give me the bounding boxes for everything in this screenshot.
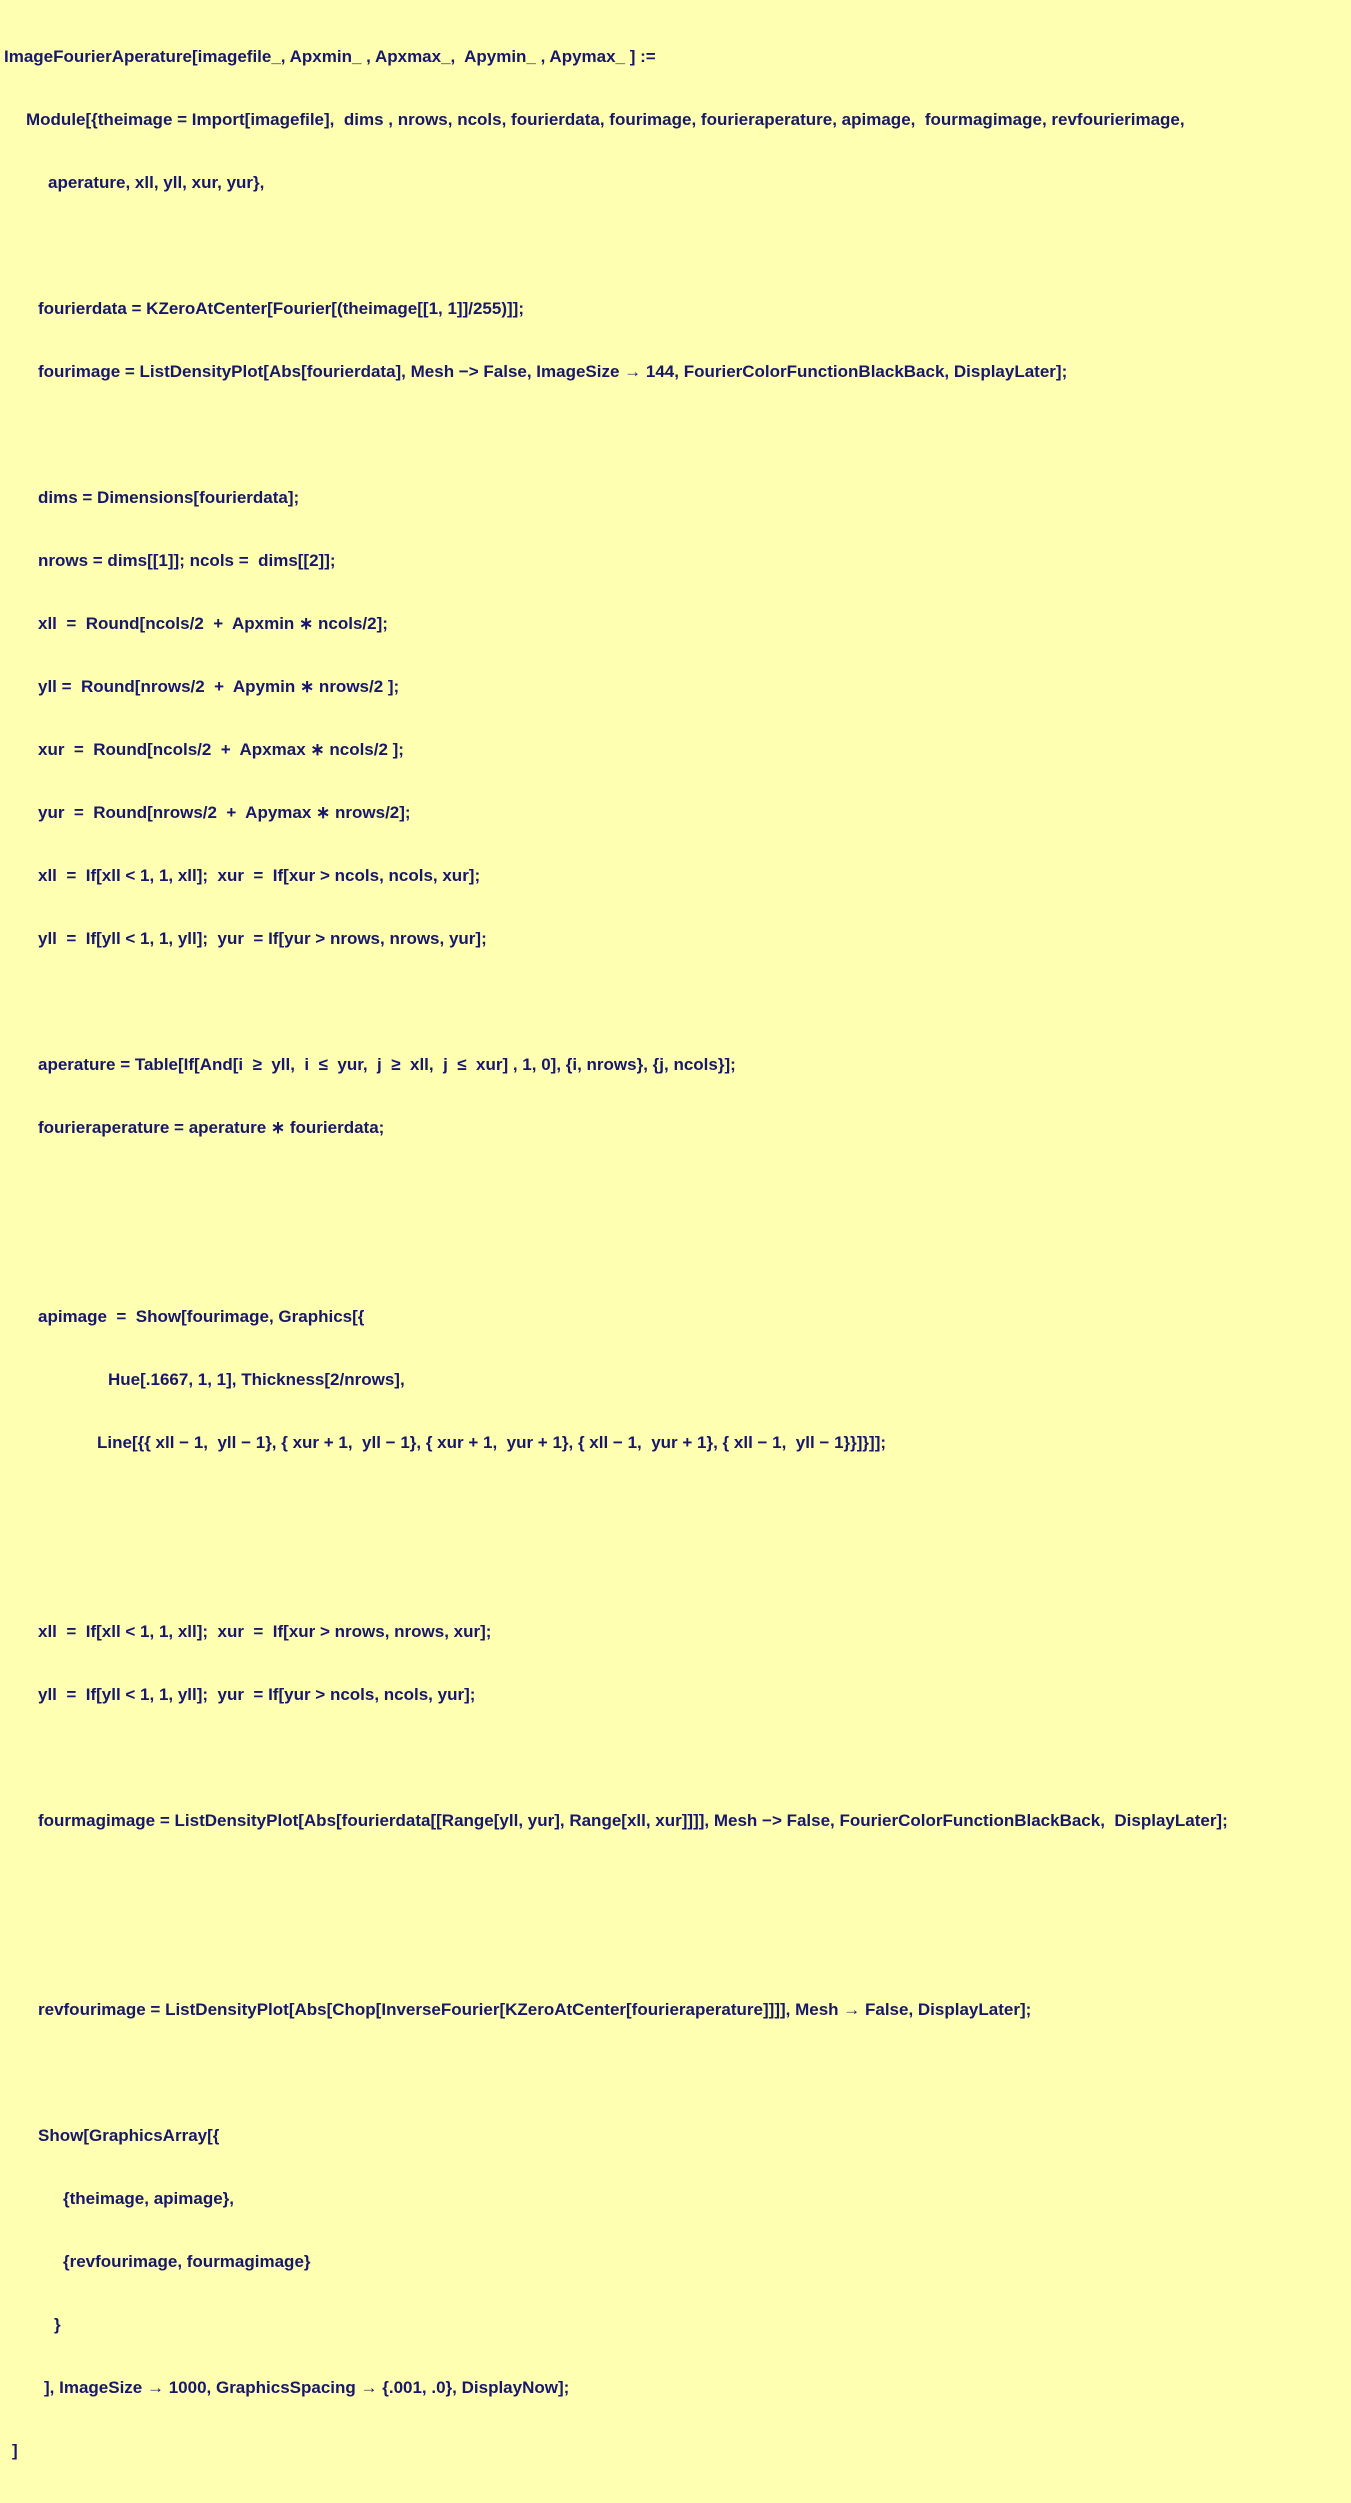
code-line: Show[GraphicsArray[{ [38,2126,220,2145]
code-line: } [54,2315,61,2334]
code-line [0,424,1351,445]
code-line: yll = If[yll < 1, 1, yll]; yur = If[yur > nrows, nrows, yur]; [38,929,487,948]
code-line [0,1558,1351,1579]
code-line: aperature, xll, yll, xur, yur}, [48,173,265,192]
code-line: dims = Dimensions[fourierdata]; [38,488,300,507]
code-line [0,235,1351,256]
code-line: xur = Round[ncols/2 + Apxmax ∗ ncols/2 ]; [38,740,404,759]
code-line: fourierdata = KZeroAtCenter[Fourier[(theimage[[1, 1]]/255)]]; [38,299,524,318]
code-line [0,1180,1351,1201]
code-line: yll = Round[nrows/2 + Apymin ∗ nrows/2 ]; [38,677,400,696]
code-line: yll = If[yll < 1, 1, yll]; yur = If[yur > ncols, ncols, yur]; [38,1685,476,1704]
code-line: xll = If[xll < 1, 1, xll]; xur = If[xur > nrows, nrows, xur]; [38,1622,492,1641]
code-line [0,1873,1351,1894]
code-line: {theimage, apimage}, [63,2189,235,2208]
code-line: xll = If[xll < 1, 1, xll]; xur = If[xur > ncols, ncols, xur]; [38,866,481,885]
code-line: revfourimage = ListDensityPlot[Abs[Chop[InverseFourier[KZeroAtCenter[fourieraperature]]]], Mesh → False, DisplayLater]; [38,2000,1032,2019]
code-line: aperature = Table[If[And[i ≥ yll, i ≤ yur, j ≥ xll, j ≤ xur] , 1, 0], {i, nrows}, {j, ncols}]; [38,1055,736,1074]
code-line [0,991,1351,1012]
code-line [0,1936,1351,1957]
code-line: fourieraperature = aperature ∗ fourierdata; [38,1118,385,1137]
code-line: Module[{theimage = Import[imagefile], dims , nrows, ncols, fourierdata, fourimage, fourieraperature, apimage, fourmagimage, revfourierimage, [26,110,1185,129]
code-line: Hue[.1667, 1, 1], Thickness[2/nrows], [108,1370,405,1389]
code-line: ] [12,2441,18,2460]
code-line [0,2062,1351,2083]
code-line: fourimage = ListDensityPlot[Abs[fourierdata], Mesh −> False, ImageSize → 144, FourierColorFunctionBlackBack, DisplayLater]; [38,362,1068,381]
code-line [0,1243,1351,1264]
code-line: yur = Round[nrows/2 + Apymax ∗ nrows/2]; [38,803,411,822]
code-line: {revfourimage, fourmagimage} [63,2252,311,2271]
code-line: nrows = dims[[1]]; ncols = dims[[2]]; [38,551,336,570]
code-line: xll = Round[ncols/2 + Apxmin ∗ ncols/2]; [38,614,388,633]
code-line: ], ImageSize → 1000, GraphicsSpacing → {.001, .0}, DisplayNow]; [44,2378,570,2397]
code-line: ImageFourierAperature[imagefile_, Apxmin_ , Apxmax_, Apymin_ , Apymax_ ] := [4,47,656,66]
code-line [0,1747,1351,1768]
code-line: fourmagimage = ListDensityPlot[Abs[fourierdata[[Range[yll, yur], Range[xll, xur]]]], Mesh −> False, FourierColorFunctionBlackBack, DisplayLater]; [38,1811,1228,1830]
code-line [0,1495,1351,1516]
code-line: Line[{{ xll − 1, yll − 1}, { xur + 1, yll − 1}, { xur + 1, yur + 1}, { xll − 1, yur + 1}, { xll − 1, yll − 1}}]}]]; [97,1433,887,1452]
code-line: apimage = Show[fourimage, Graphics[{ [38,1307,365,1326]
